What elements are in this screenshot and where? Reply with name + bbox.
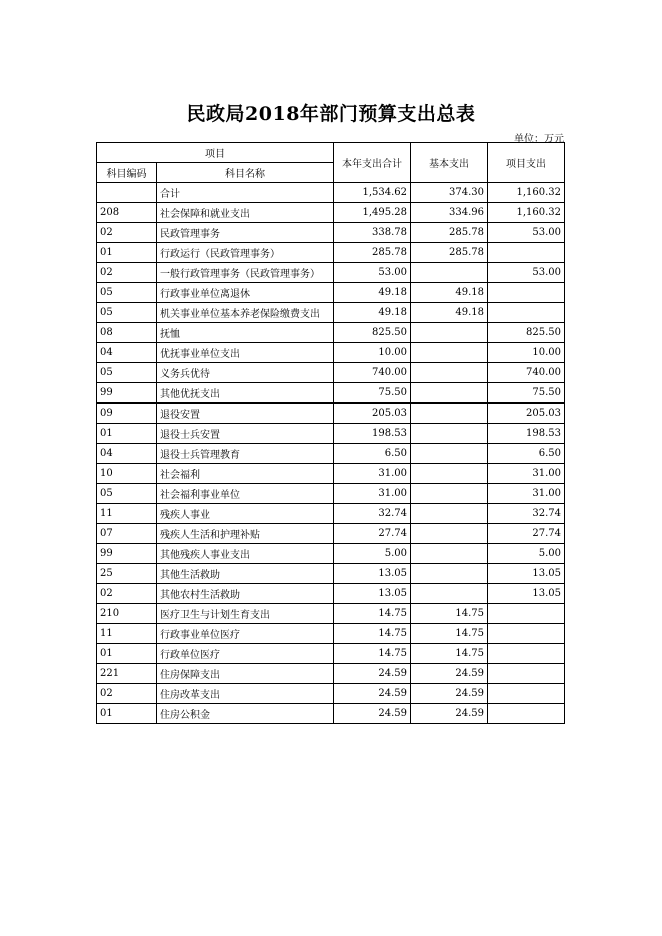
row-basic <box>411 424 488 444</box>
row-name: 一般行政管理事务（民政管理事务） <box>157 263 334 283</box>
row-basic <box>411 584 488 604</box>
row-item <box>488 604 565 624</box>
unit-label: 单位：万元 <box>514 134 564 145</box>
row-total: 49.18 <box>334 283 411 303</box>
row-code: 210 <box>97 604 157 624</box>
row-item: 198.53 <box>488 424 565 444</box>
table-row <box>97 484 565 504</box>
row-code <box>97 183 157 203</box>
row-code: 02 <box>97 684 157 704</box>
row-total: 10.00 <box>334 343 411 363</box>
row-item: 740.00 <box>488 363 565 383</box>
row-code: 09 <box>97 403 157 424</box>
row-total: 825.50 <box>334 323 411 343</box>
row-name: 残疾人事业 <box>157 504 334 524</box>
row-code: 01 <box>97 424 157 444</box>
row-code: 25 <box>97 564 157 584</box>
table-row <box>97 243 565 263</box>
row-name: 其他农村生活救助 <box>157 584 334 604</box>
row-basic: 49.18 <box>411 283 488 303</box>
table-row <box>97 684 565 704</box>
table-row <box>97 604 565 624</box>
row-total: 27.74 <box>334 524 411 544</box>
row-basic: 14.75 <box>411 644 488 664</box>
row-total: 24.59 <box>334 664 411 684</box>
header-total: 本年支出合计 <box>334 143 411 183</box>
row-item: 31.00 <box>488 484 565 504</box>
row-name: 其他生活救助 <box>157 564 334 584</box>
table-row <box>97 363 565 383</box>
row-total: 205.03 <box>334 403 411 424</box>
header-code: 科目编码 <box>97 163 157 183</box>
row-item <box>488 303 565 323</box>
row-item: 75.50 <box>488 383 565 404</box>
row-name: 社会福利事业单位 <box>157 484 334 504</box>
row-total: 14.75 <box>334 644 411 664</box>
row-name: 机关事业单位基本养老保险缴费支出 <box>157 303 334 323</box>
row-code: 04 <box>97 343 157 363</box>
row-name: 优抚事业单位支出 <box>157 343 334 363</box>
table-row <box>97 343 565 363</box>
row-basic <box>411 343 488 363</box>
row-name: 住房保障支出 <box>157 664 334 684</box>
row-code: 11 <box>97 504 157 524</box>
row-code: 02 <box>97 584 157 604</box>
table-row <box>97 704 565 724</box>
row-code: 99 <box>97 544 157 564</box>
row-item: 1,160.32 <box>488 183 565 203</box>
row-total: 75.50 <box>334 383 411 404</box>
row-item <box>488 283 565 303</box>
row-total: 31.00 <box>334 464 411 484</box>
row-basic <box>411 504 488 524</box>
row-code: 02 <box>97 263 157 283</box>
row-name: 残疾人生活和护理补贴 <box>157 524 334 544</box>
row-basic: 285.78 <box>411 223 488 243</box>
table-row <box>97 203 565 223</box>
table-row <box>97 564 565 584</box>
row-total: 14.75 <box>334 604 411 624</box>
row-basic <box>411 464 488 484</box>
row-item: 13.05 <box>488 584 565 604</box>
row-item: 5.00 <box>488 544 565 564</box>
row-total: 1,495.28 <box>334 203 411 223</box>
row-name: 其他优抚支出 <box>157 383 334 404</box>
row-total: 5.00 <box>334 544 411 564</box>
row-item: 1,160.32 <box>488 203 565 223</box>
row-name: 行政事业单位离退休 <box>157 283 334 303</box>
row-name: 退役士兵管理教育 <box>157 444 334 464</box>
table-row <box>97 303 565 323</box>
row-code: 208 <box>97 203 157 223</box>
row-basic: 24.59 <box>411 684 488 704</box>
row-total: 32.74 <box>334 504 411 524</box>
row-basic <box>411 564 488 584</box>
table-body <box>97 183 565 724</box>
row-basic: 14.75 <box>411 624 488 644</box>
table-row <box>97 524 565 544</box>
row-item <box>488 704 565 724</box>
row-name: 民政管理事务 <box>157 223 334 243</box>
row-item <box>488 664 565 684</box>
row-basic: 24.59 <box>411 664 488 684</box>
row-item <box>488 684 565 704</box>
row-name: 医疗卫生与计划生育支出 <box>157 604 334 624</box>
row-total: 31.00 <box>334 484 411 504</box>
row-basic: 49.18 <box>411 303 488 323</box>
row-name: 社会保障和就业支出 <box>157 203 334 223</box>
row-total: 49.18 <box>334 303 411 323</box>
row-item: 6.50 <box>488 444 565 464</box>
row-basic <box>411 544 488 564</box>
row-item: 27.74 <box>488 524 565 544</box>
row-total: 1,534.62 <box>334 183 411 203</box>
table-row <box>97 283 565 303</box>
table-row <box>97 544 565 564</box>
row-name: 住房公积金 <box>157 704 334 724</box>
row-code: 07 <box>97 524 157 544</box>
row-total: 53.00 <box>334 263 411 283</box>
row-basic: 285.78 <box>411 243 488 263</box>
row-basic <box>411 363 488 383</box>
row-basic: 24.59 <box>411 704 488 724</box>
table-row <box>97 323 565 343</box>
row-name: 行政单位医疗 <box>157 644 334 664</box>
table-row <box>97 504 565 524</box>
row-name: 义务兵优待 <box>157 363 334 383</box>
row-code: 10 <box>97 464 157 484</box>
row-item: 10.00 <box>488 343 565 363</box>
row-item <box>488 243 565 263</box>
row-total: 13.05 <box>334 564 411 584</box>
page-title: 民政局2018年部门预算支出总表 <box>186 103 476 125</box>
row-code: 221 <box>97 664 157 684</box>
row-name: 社会福利 <box>157 464 334 484</box>
table-row <box>97 223 565 243</box>
row-item <box>488 624 565 644</box>
table-row <box>97 424 565 444</box>
row-code: 02 <box>97 223 157 243</box>
row-item: 53.00 <box>488 263 565 283</box>
row-name: 行政运行（民政管理事务） <box>157 243 334 263</box>
row-name: 行政事业单位医疗 <box>157 624 334 644</box>
row-code: 05 <box>97 303 157 323</box>
row-item: 205.03 <box>488 403 565 424</box>
table-row <box>97 444 565 464</box>
table-row <box>97 383 565 404</box>
row-total: 338.78 <box>334 223 411 243</box>
row-name: 合计 <box>157 183 334 203</box>
row-basic: 374.30 <box>411 183 488 203</box>
row-code: 05 <box>97 363 157 383</box>
table-row <box>97 403 565 424</box>
table-row <box>97 183 565 203</box>
table-row <box>97 624 565 644</box>
header-project: 项目 <box>97 143 334 163</box>
row-code: 01 <box>97 704 157 724</box>
row-name: 住房改革支出 <box>157 684 334 704</box>
row-basic <box>411 383 488 404</box>
row-name: 退役安置 <box>157 403 334 424</box>
row-item: 53.00 <box>488 223 565 243</box>
row-code: 05 <box>97 283 157 303</box>
row-total: 24.59 <box>334 704 411 724</box>
row-item: 825.50 <box>488 323 565 343</box>
row-total: 14.75 <box>334 624 411 644</box>
row-basic: 334.96 <box>411 203 488 223</box>
row-code: 08 <box>97 323 157 343</box>
row-basic: 14.75 <box>411 604 488 624</box>
row-basic <box>411 444 488 464</box>
row-total: 198.53 <box>334 424 411 444</box>
row-basic <box>411 403 488 424</box>
row-name: 退役士兵安置 <box>157 424 334 444</box>
table-row <box>97 263 565 283</box>
row-basic <box>411 524 488 544</box>
row-total: 24.59 <box>334 684 411 704</box>
row-item: 31.00 <box>488 464 565 484</box>
row-name: 其他残疾人事业支出 <box>157 544 334 564</box>
row-code: 05 <box>97 484 157 504</box>
row-basic <box>411 484 488 504</box>
row-item: 13.05 <box>488 564 565 584</box>
row-code: 04 <box>97 444 157 464</box>
row-item <box>488 644 565 664</box>
row-total: 285.78 <box>334 243 411 263</box>
row-name: 抚恤 <box>157 323 334 343</box>
table-row <box>97 664 565 684</box>
row-total: 740.00 <box>334 363 411 383</box>
header-basic: 基本支出 <box>411 143 488 183</box>
row-code: 01 <box>97 644 157 664</box>
table-row <box>97 644 565 664</box>
row-basic <box>411 323 488 343</box>
table-row <box>97 584 565 604</box>
budget-table <box>96 142 565 724</box>
row-code: 11 <box>97 624 157 644</box>
row-total: 6.50 <box>334 444 411 464</box>
header-name: 科目名称 <box>157 163 334 183</box>
row-code: 01 <box>97 243 157 263</box>
row-total: 13.05 <box>334 584 411 604</box>
row-basic <box>411 263 488 283</box>
row-item: 32.74 <box>488 504 565 524</box>
row-code: 99 <box>97 383 157 404</box>
table-row <box>97 464 565 484</box>
header-item: 项目支出 <box>488 143 565 183</box>
